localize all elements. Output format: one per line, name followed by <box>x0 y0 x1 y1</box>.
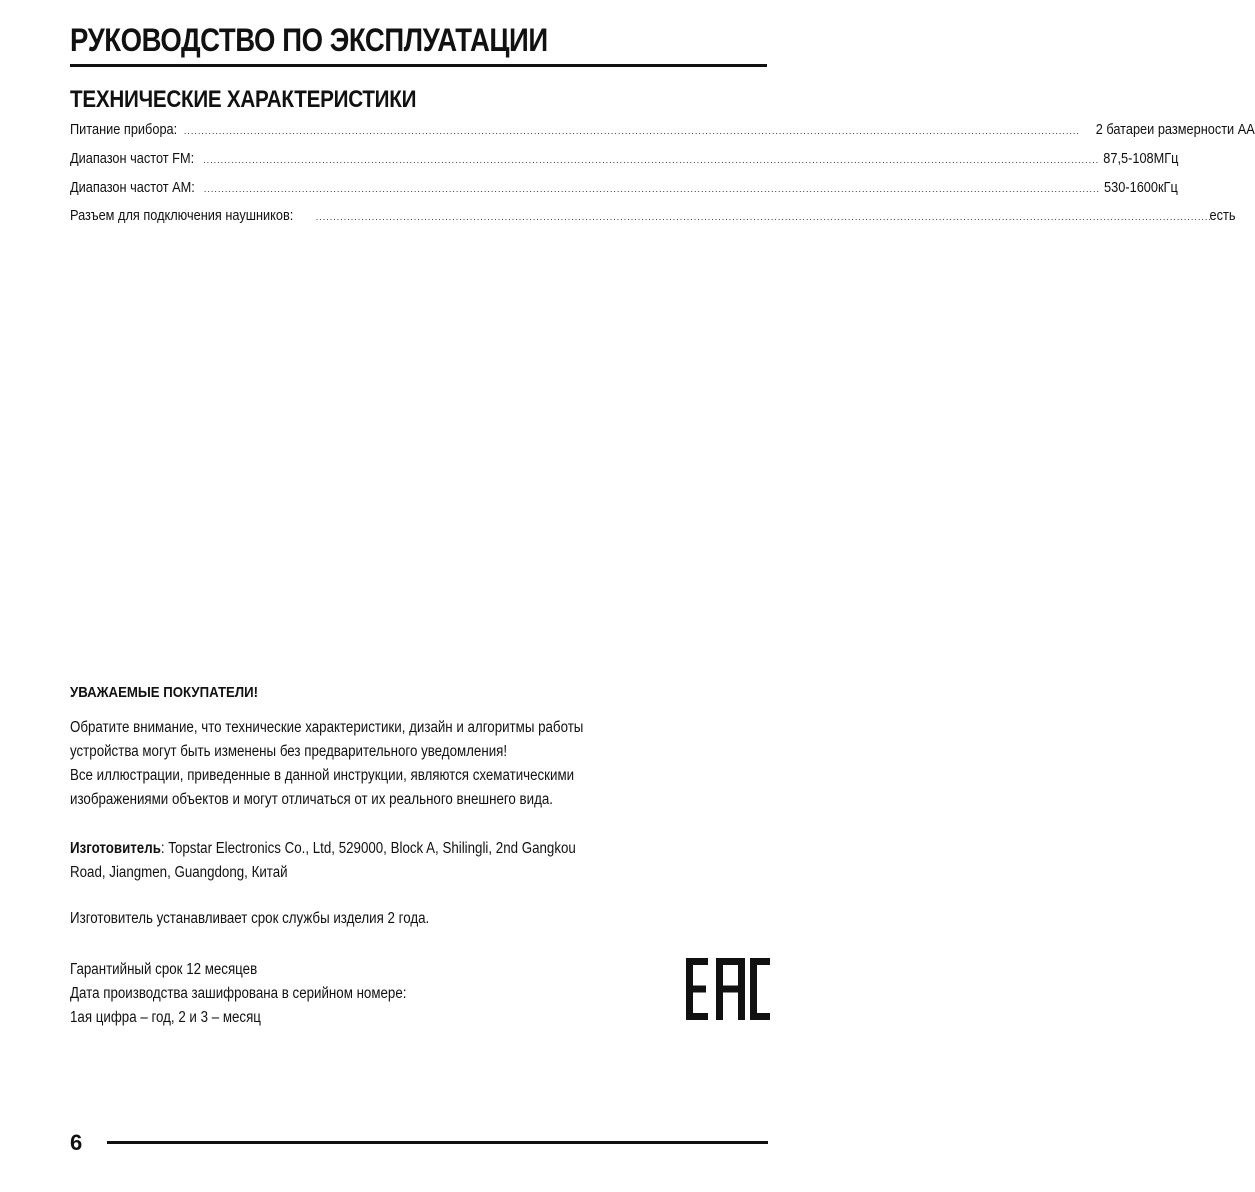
dot-leader: ................................................................................................................................................................................................................................................................ <box>203 155 1100 165</box>
notice-line: устройства могут быть изменены без предварительного уведомления! <box>70 743 508 760</box>
manufacturer-info <box>70 837 576 885</box>
spec-value: 530-1600кГц <box>1104 180 1178 196</box>
notice-line: Все иллюстрации, приведенные в данной инструкции, являются схематическими <box>70 767 575 784</box>
spec-value: 2 батареи размерности АА <box>1095 122 1255 138</box>
spec-row-headphones <box>70 208 1236 230</box>
section-title: ТЕХНИЧЕСКИЕ ХАРАКТЕРИСТИКИ <box>70 86 417 113</box>
eac-certification-logo <box>686 958 770 1020</box>
page-title: РУКОВОДСТВО ПО ЭКСПЛУАТАЦИИ <box>70 22 548 58</box>
notice-line: изображениями объектов и могут отличаться от их реального внешнего вида. <box>70 791 553 808</box>
spec-row-am <box>70 180 1178 202</box>
warranty-line: Гарантийный срок 12 месяцев <box>70 961 258 978</box>
page-number: 6 <box>70 1130 83 1155</box>
manufacturer-label: Изготовитель <box>70 840 161 857</box>
manufacturer-address: : Topstar Electronics Co., Ltd, 529000, Block A, Shilingli, 2nd Gangkou <box>160 840 576 857</box>
spec-label: Диапазон частот FM: <box>70 151 195 167</box>
spec-label: Диапазон частот AM: <box>70 180 195 196</box>
title-divider <box>70 64 767 67</box>
spec-label: Питание прибора: <box>70 122 178 138</box>
service-life-text: Изготовитель устанавливает срок службы изделия 2 года. <box>70 910 430 927</box>
warranty-info <box>70 958 406 1030</box>
dot-leader: ................................................................................................................................................................................................................................................................ <box>183 126 1080 136</box>
dot-leader: ................................................................................................................................................................................................................................................................ <box>203 184 1100 194</box>
spec-label: Разъем для подключения наушников: <box>70 208 294 224</box>
notice-title: УВАЖАЕМЫЕ ПОКУПАТЕЛИ! <box>70 684 259 701</box>
customer-notice <box>70 684 670 701</box>
spec-row-fm <box>70 151 1179 173</box>
warranty-line: 1ая цифра – год, 2 и 3 – месяц <box>70 1009 261 1026</box>
notice-text <box>70 716 583 812</box>
notice-line: Обратите внимание, что технические характеристики, дизайн и алгоритмы работы <box>70 719 584 736</box>
dot-leader: ................................................................................................................................................................................................................................................................ <box>315 212 1212 222</box>
warranty-line: Дата производства зашифрована в серийном номере: <box>70 985 407 1002</box>
service-life <box>70 907 429 931</box>
spec-row-power <box>70 122 1255 144</box>
footer-divider <box>107 1141 768 1144</box>
spec-value: есть <box>1209 208 1236 224</box>
spec-value: 87,5-108МГц <box>1103 151 1179 167</box>
manufacturer-address-cont: Road, Jiangmen, Guangdong, Китай <box>70 864 288 881</box>
